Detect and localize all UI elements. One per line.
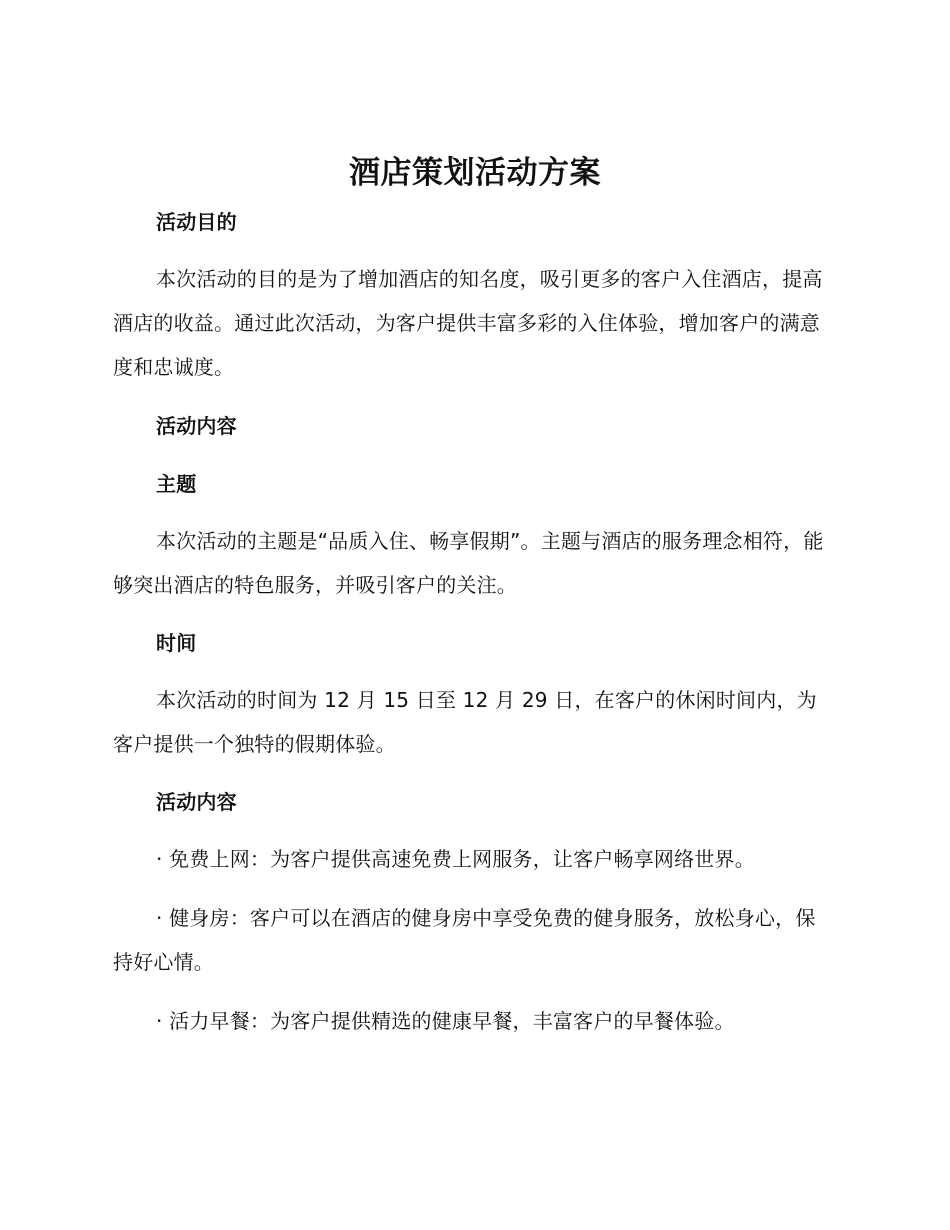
section-heading-content: 活动内容	[156, 414, 237, 438]
section-heading-theme: 主题	[156, 472, 197, 496]
paragraph-theme: 本次活动的主题是“品质入住、畅享假期”。主题与酒店的服务理念相符，能够突出酒店的特色服务，并吸引客户的关注。	[113, 529, 824, 597]
paragraph-time: 本次活动的时间为 12 月 15 日至 12 月 29 日，在客户的休闲时间内，为客户提供一个独特的假期体验。	[113, 688, 817, 756]
list-item: · 健身房：客户可以在酒店的健身房中享受免费的健身服务，放松身心，保持好心情。	[113, 906, 816, 974]
list-item: · 活力早餐：为客户提供精选的健康早餐，丰富客户的早餐体验。	[156, 1009, 735, 1033]
section-heading-purpose: 活动目的	[156, 210, 237, 234]
section-heading-time: 时间	[156, 631, 197, 655]
paragraph-purpose: 本次活动的目的是为了增加酒店的知名度，吸引更多的客户入住酒店，提高酒店的收益。通过此次活动，为客户提供丰富多彩的入住体验，增加客户的满意度和忠诚度。	[113, 267, 823, 379]
section-heading-activities: 活动内容	[156, 790, 237, 814]
list-item: · 免费上网：为客户提供高速免费上网服务，让客户畅享网络世界。	[156, 847, 755, 871]
document-title: 酒店策划活动方案	[349, 155, 601, 191]
